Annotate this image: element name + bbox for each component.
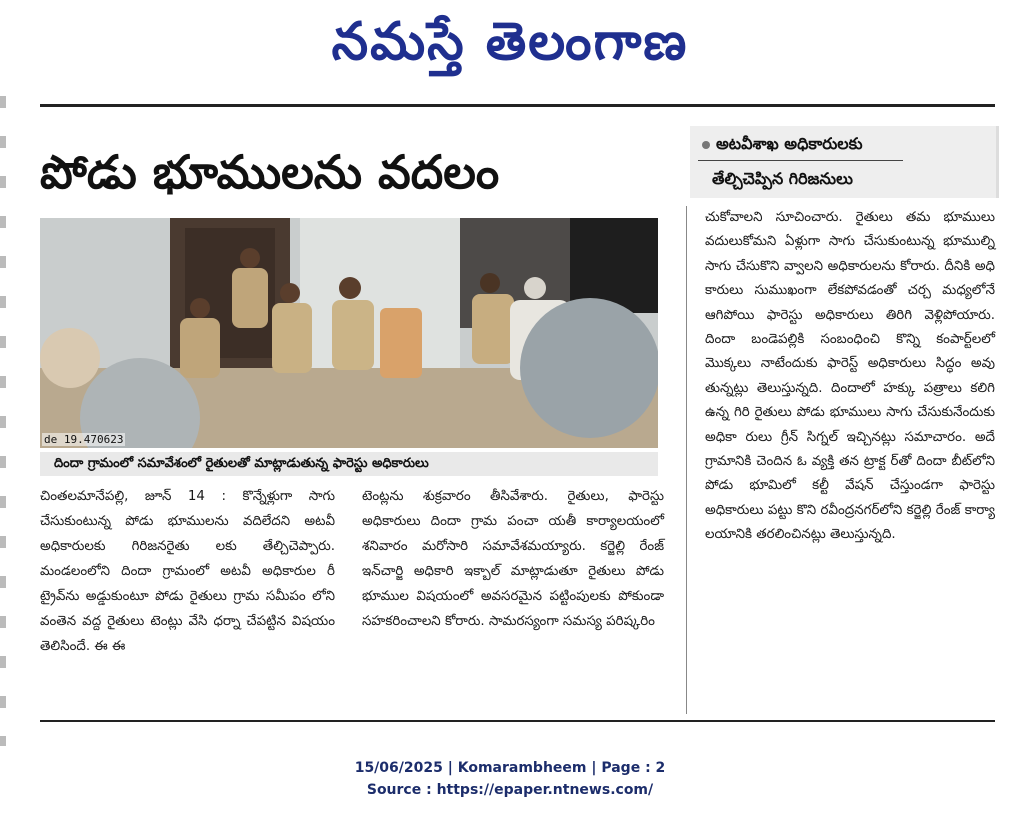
kicker-text-1: అటవీశాఖ అధికారులకు (716, 134, 863, 153)
article-column-middle (362, 484, 664, 634)
page-edge-marks (0, 96, 6, 746)
photo-caption: దిందా గ్రామంలో సమావేశంలో రైతులతో మాట్లాడుతున్న ఫారెస్టు అధికారులు (40, 452, 658, 476)
column-left-text: చింతలమానేపల్లి, జూన్ 14 : కొన్నేళ్లుగా సాగు చేసుకుంటున్న పోడు భూములను వదిలేదని అటవీ అధికారులకు గిరిజనరైతు లకు తేల్చిచెప్పారు. మండలంలోని దిందా గ్రామంలో అటవీ అధికారుల రీ ట్రైవ్‌ను అడ్డుకుంటూ పోడు రైతులు గ్రామ సమీపం లోని వంతెన వద్ద రైతులు టెంట్లు వేసి ధర్నా చేపట్టిన విషయం తెలిసిందే. ఈ ఈ (40, 489, 335, 654)
bullet-icon (702, 141, 710, 149)
article-column-left (40, 484, 335, 659)
kicker-box (690, 126, 999, 198)
kicker-divider (698, 160, 903, 161)
top-rule (40, 104, 995, 107)
kicker-line-2: తేల్చిచెప్పిన గిరిజనులు (712, 169, 853, 188)
article-column-right (705, 206, 995, 548)
article-photo (40, 218, 658, 448)
column-middle-text: టెంట్లను శుక్రవారం తీసివేశారు. రైతులు, ఫారెస్టు అధికారులు దిందా గ్రామ పంచా యతీ కార్యాలయంలో శనివారం మరోసారి సమావేశమయ్యారు. కర్జెల్లి రేంజ్ ఇన్‌చార్జి అధికారి ఇక్బాల్ మాట్లాడుతూ రైతులు పోడు భూముల విషయంలో అవసరమైన పట్టింపులకు పోకుండా సహకరించాలని కోరారు. సామరస్యంగా సమస్య పరిష్కరిం (362, 489, 664, 629)
photo-id-stamp: de 19.470623 (44, 433, 124, 446)
photo-illustration (40, 218, 658, 448)
newspaper-masthead: నమస్తే తెలంగాణ (331, 11, 689, 72)
bottom-rule (40, 720, 995, 722)
footer-date-line: 15/06/2025 | Komarambheem | Page : 2 (354, 760, 666, 776)
article-headline: పోడు భూములను వదలం (40, 145, 500, 199)
footer-source-line: Source : https://epaper.ntnews.com/ (366, 782, 654, 798)
column-right-text: చుకోవాలని సూచించారు. రైతులు తమ భూములు వదులుకోమని ఏళ్లుగా సాగు చేసుకుంటున్న భూముల్ని సాగు చేసుకొని వ్వాలని అధికారులను కోరారు. దీనికి అధి కారులు సుముఖంగా లేకపోవడంతో చర్చ మధ్యలోనే ఆగిపోయి ఫారెస్టు అధికారులు తిరిగి వెళ్లిపోయారు. దిందా బండెపల్లికి సంబంధించి కొన్ని కంపార్ట్‌లలో మొక్కలు నాటేందుకు ఫారెస్ట్ అధికారులు సిద్ధం అవు తున్నట్లు తెలుస్తున్నది. దిందాలో హక్కు పత్రాలు కలిగి ఉన్న గిరి రైతులు పోడు భూములు సాగు చేసుకునేందుకు అధికా రులు గ్రీన్ సిగ్నల్ ఇచ్చినట్లు సమాచారం. అదే గ్రామానికి చెందిన ఓ వ్యక్తి తన ట్రాక్ట ర్‌తో దిందా బీట్‌లోని పోడు భూమిలో కల్టీ వేషన్ చేస్తుండగా ఫారెస్టు అధికారులు పట్టు కొని రవీంద్రనగర్‌లోని కర్జెల్లి రేంజ్ కార్యా లయానికి తరలించినట్లు తెలుస్తున్నది. (705, 210, 995, 543)
column-divider (686, 206, 687, 714)
kicker-line-1 (702, 132, 863, 156)
